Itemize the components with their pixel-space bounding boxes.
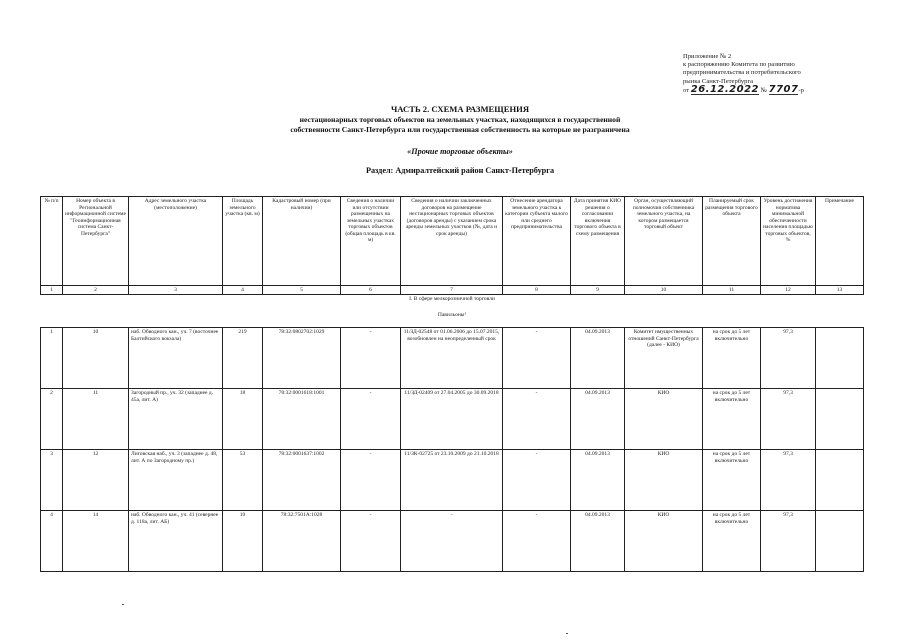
column-header: Уровень достижения норматива минимальной обеспеченности населения площадью торговых объектов, % xyxy=(761,197,816,286)
cell-term: на срок до 5 лет включительно xyxy=(703,389,761,450)
column-number: 10 xyxy=(625,286,703,295)
column-number: 11 xyxy=(703,286,761,295)
column-number: 12 xyxy=(761,286,816,295)
column-number-row xyxy=(41,286,864,295)
section-label-row xyxy=(41,295,864,312)
cell-contracts: 11/ЗД-02409 от 27.04.2005 до 30.09.2018 xyxy=(401,389,503,450)
appendix-line-4: рынка Санкт-Петербурга xyxy=(683,77,754,85)
column-header: Номер объекта в Региональной информационной системе "Геоинформационная система Санкт-Петербурга" xyxy=(63,197,129,286)
cell-sme: - xyxy=(503,328,571,389)
column-header: № п/п xyxy=(41,197,63,286)
table-row xyxy=(41,511,864,572)
column-header: Дата принятия КИО решения о согласовании включения торгового объекта в схему размещения xyxy=(571,197,625,286)
number-suffix: -р xyxy=(798,86,804,94)
cell-authority: Комитет имущественных отношений Санкт-Петербурга (далее - КИО) xyxy=(625,328,703,389)
title-block xyxy=(220,104,700,175)
cell-authority: КИО xyxy=(625,511,703,572)
cell-note xyxy=(816,328,864,389)
cell-level: 97,3 xyxy=(761,389,816,450)
cell-gis: 12 xyxy=(63,450,129,511)
date-prefix: от xyxy=(683,86,690,94)
cell-cadastral: 78:32:0001618:1001 xyxy=(263,389,341,450)
section-title: Раздел: Адмиралтейский район Санкт-Петербурга xyxy=(365,166,555,175)
cell-note xyxy=(816,511,864,572)
cell-sme: - xyxy=(503,389,571,450)
appendix-line-2: к распоряжению Комитета по развитию xyxy=(683,61,795,69)
cell-area: 53 xyxy=(223,450,263,511)
cell-contracts: - xyxy=(401,511,503,572)
column-header: Кадастровый номер (при наличии) xyxy=(263,197,341,286)
cell-note xyxy=(816,450,864,511)
cell-existing: - xyxy=(341,328,401,389)
column-header: Площадь земельного участка (кв. м) xyxy=(223,197,263,286)
subsection-label-row xyxy=(41,311,864,328)
column-number: 4 xyxy=(223,286,263,295)
cell-existing: - xyxy=(341,511,401,572)
part-title: ЧАСТЬ 2. СХЕМА РАЗМЕЩЕНИЯ xyxy=(390,104,530,114)
cell-existing: - xyxy=(341,450,401,511)
column-number: 9 xyxy=(571,286,625,295)
cell-term: на срок до 5 лет включительно xyxy=(703,450,761,511)
column-header: Примечание xyxy=(816,197,864,286)
column-header: Орган, осуществляющий полномочия собственника земельного участка, на котором размещается торговый объект xyxy=(625,197,703,286)
column-header: Сведения о наличии или отсутствии размещенных на земельных участках торговых объектов (общая площадь в кв. м) xyxy=(341,197,401,286)
cell-area: 219 xyxy=(223,328,263,389)
number-prefix: № xyxy=(760,86,767,94)
appendix-line-3: предпринимательства и потребительского xyxy=(683,69,801,77)
cell-gis: 10 xyxy=(63,328,129,389)
table-row xyxy=(41,389,864,450)
cell-kio-date: 04.09.2013 xyxy=(571,450,625,511)
column-header: Адрес земельного участка (местоположение) xyxy=(129,197,223,286)
appendix-block xyxy=(683,53,843,95)
column-number: 2 xyxy=(63,286,129,295)
column-number: 13 xyxy=(816,286,864,295)
cell-address: Лиговская наб., уч. 3 (западнее д. 48, лит. А по Загородному пр.) xyxy=(129,450,223,511)
table-row xyxy=(41,328,864,389)
column-number: 7 xyxy=(401,286,503,295)
cell-level: 97,3 xyxy=(761,511,816,572)
table-row xyxy=(41,450,864,511)
cell-term: на срок до 5 лет включительно xyxy=(703,328,761,389)
column-header: Отнесение арендатора земельного участка к категории субъекта малого или среднего предпринимательства xyxy=(503,197,571,286)
handwritten-date: 26.12.2022 xyxy=(690,83,760,95)
cell-kio-date: 04.09.2013 xyxy=(571,389,625,450)
placement-table xyxy=(40,196,864,572)
cell-gis: 11 xyxy=(63,389,129,450)
scan-mark xyxy=(566,633,568,634)
cell-authority: КИО xyxy=(625,450,703,511)
appendix-date-line xyxy=(683,83,843,95)
cell-kio-date: 04.09.2013 xyxy=(571,511,625,572)
cell-address: наб. Обводного кан., уч. 41 (севернее д. 118а, лит. АБ) xyxy=(129,511,223,572)
cell-n: 1 xyxy=(41,328,63,389)
cell-n: 3 xyxy=(41,450,63,511)
column-number: 1 xyxy=(41,286,63,295)
cell-term: на срок до 5 лет включительно xyxy=(703,511,761,572)
cell-address: Загородный пр., уч. 32 (западнее д. 45а, лит. А) xyxy=(129,389,223,450)
section-label: I. В сфере мелкорозничной торговли xyxy=(409,296,495,302)
handwritten-number: 7707 xyxy=(768,83,799,95)
category-title: «Прочие торговые объекты» xyxy=(407,147,513,156)
cell-n: 2 xyxy=(41,389,63,450)
cell-level: 97,3 xyxy=(761,328,816,389)
cell-level: 97,3 xyxy=(761,450,816,511)
scan-mark xyxy=(122,604,124,605)
column-number: 3 xyxy=(129,286,223,295)
cell-area: 18 xyxy=(223,389,263,450)
cell-cadastral: 78:32:0802702:1029 xyxy=(263,328,341,389)
subtitle-line-2: собственности Санкт-Петербурга или государственная собственность на которые не разграничена xyxy=(290,125,630,134)
column-header: Сведения о наличии заключенных договоров на размещение нестационарных торговых объектов (договоров аренды) с указанием срока аренды земельных участков (№, дата и срок аренды) xyxy=(401,197,503,286)
cell-address: наб. Обводного кан., уч. 7 (восточнее Балтийского вокзала) xyxy=(129,328,223,389)
appendix-line-1: Приложение № 2 xyxy=(683,53,732,60)
subsection-label: Павильоны¹ xyxy=(437,312,467,318)
cell-kio-date: 04.09.2013 xyxy=(571,328,625,389)
cell-authority: КИО xyxy=(625,389,703,450)
table-header-row xyxy=(41,197,864,286)
cell-contracts: 11/ЗК-02725 от 23.10.2009 до 21.10.2018 xyxy=(401,450,503,511)
cell-contracts: 11/ЗД-02548 от 01.06.2006 до 15.07.2015, возобновлен на неопределенный срок xyxy=(401,328,503,389)
cell-sme: - xyxy=(503,450,571,511)
column-number: 5 xyxy=(263,286,341,295)
cell-n: 4 xyxy=(41,511,63,572)
cell-cadastral: 78:32:0001637:1002 xyxy=(263,450,341,511)
column-header: Планируемый срок размещения торгового объекта xyxy=(703,197,761,286)
column-number: 6 xyxy=(341,286,401,295)
cell-area: 10 xyxy=(223,511,263,572)
cell-sme: - xyxy=(503,511,571,572)
column-number: 8 xyxy=(503,286,571,295)
subtitle-line-1: нестационарных торговых объектов на земельных участках, находящихся в государственной xyxy=(299,115,621,124)
cell-existing: - xyxy=(341,389,401,450)
cell-cadastral: 78:32:7501А:1028 xyxy=(263,511,341,572)
cell-note xyxy=(816,389,864,450)
cell-gis: 14 xyxy=(63,511,129,572)
